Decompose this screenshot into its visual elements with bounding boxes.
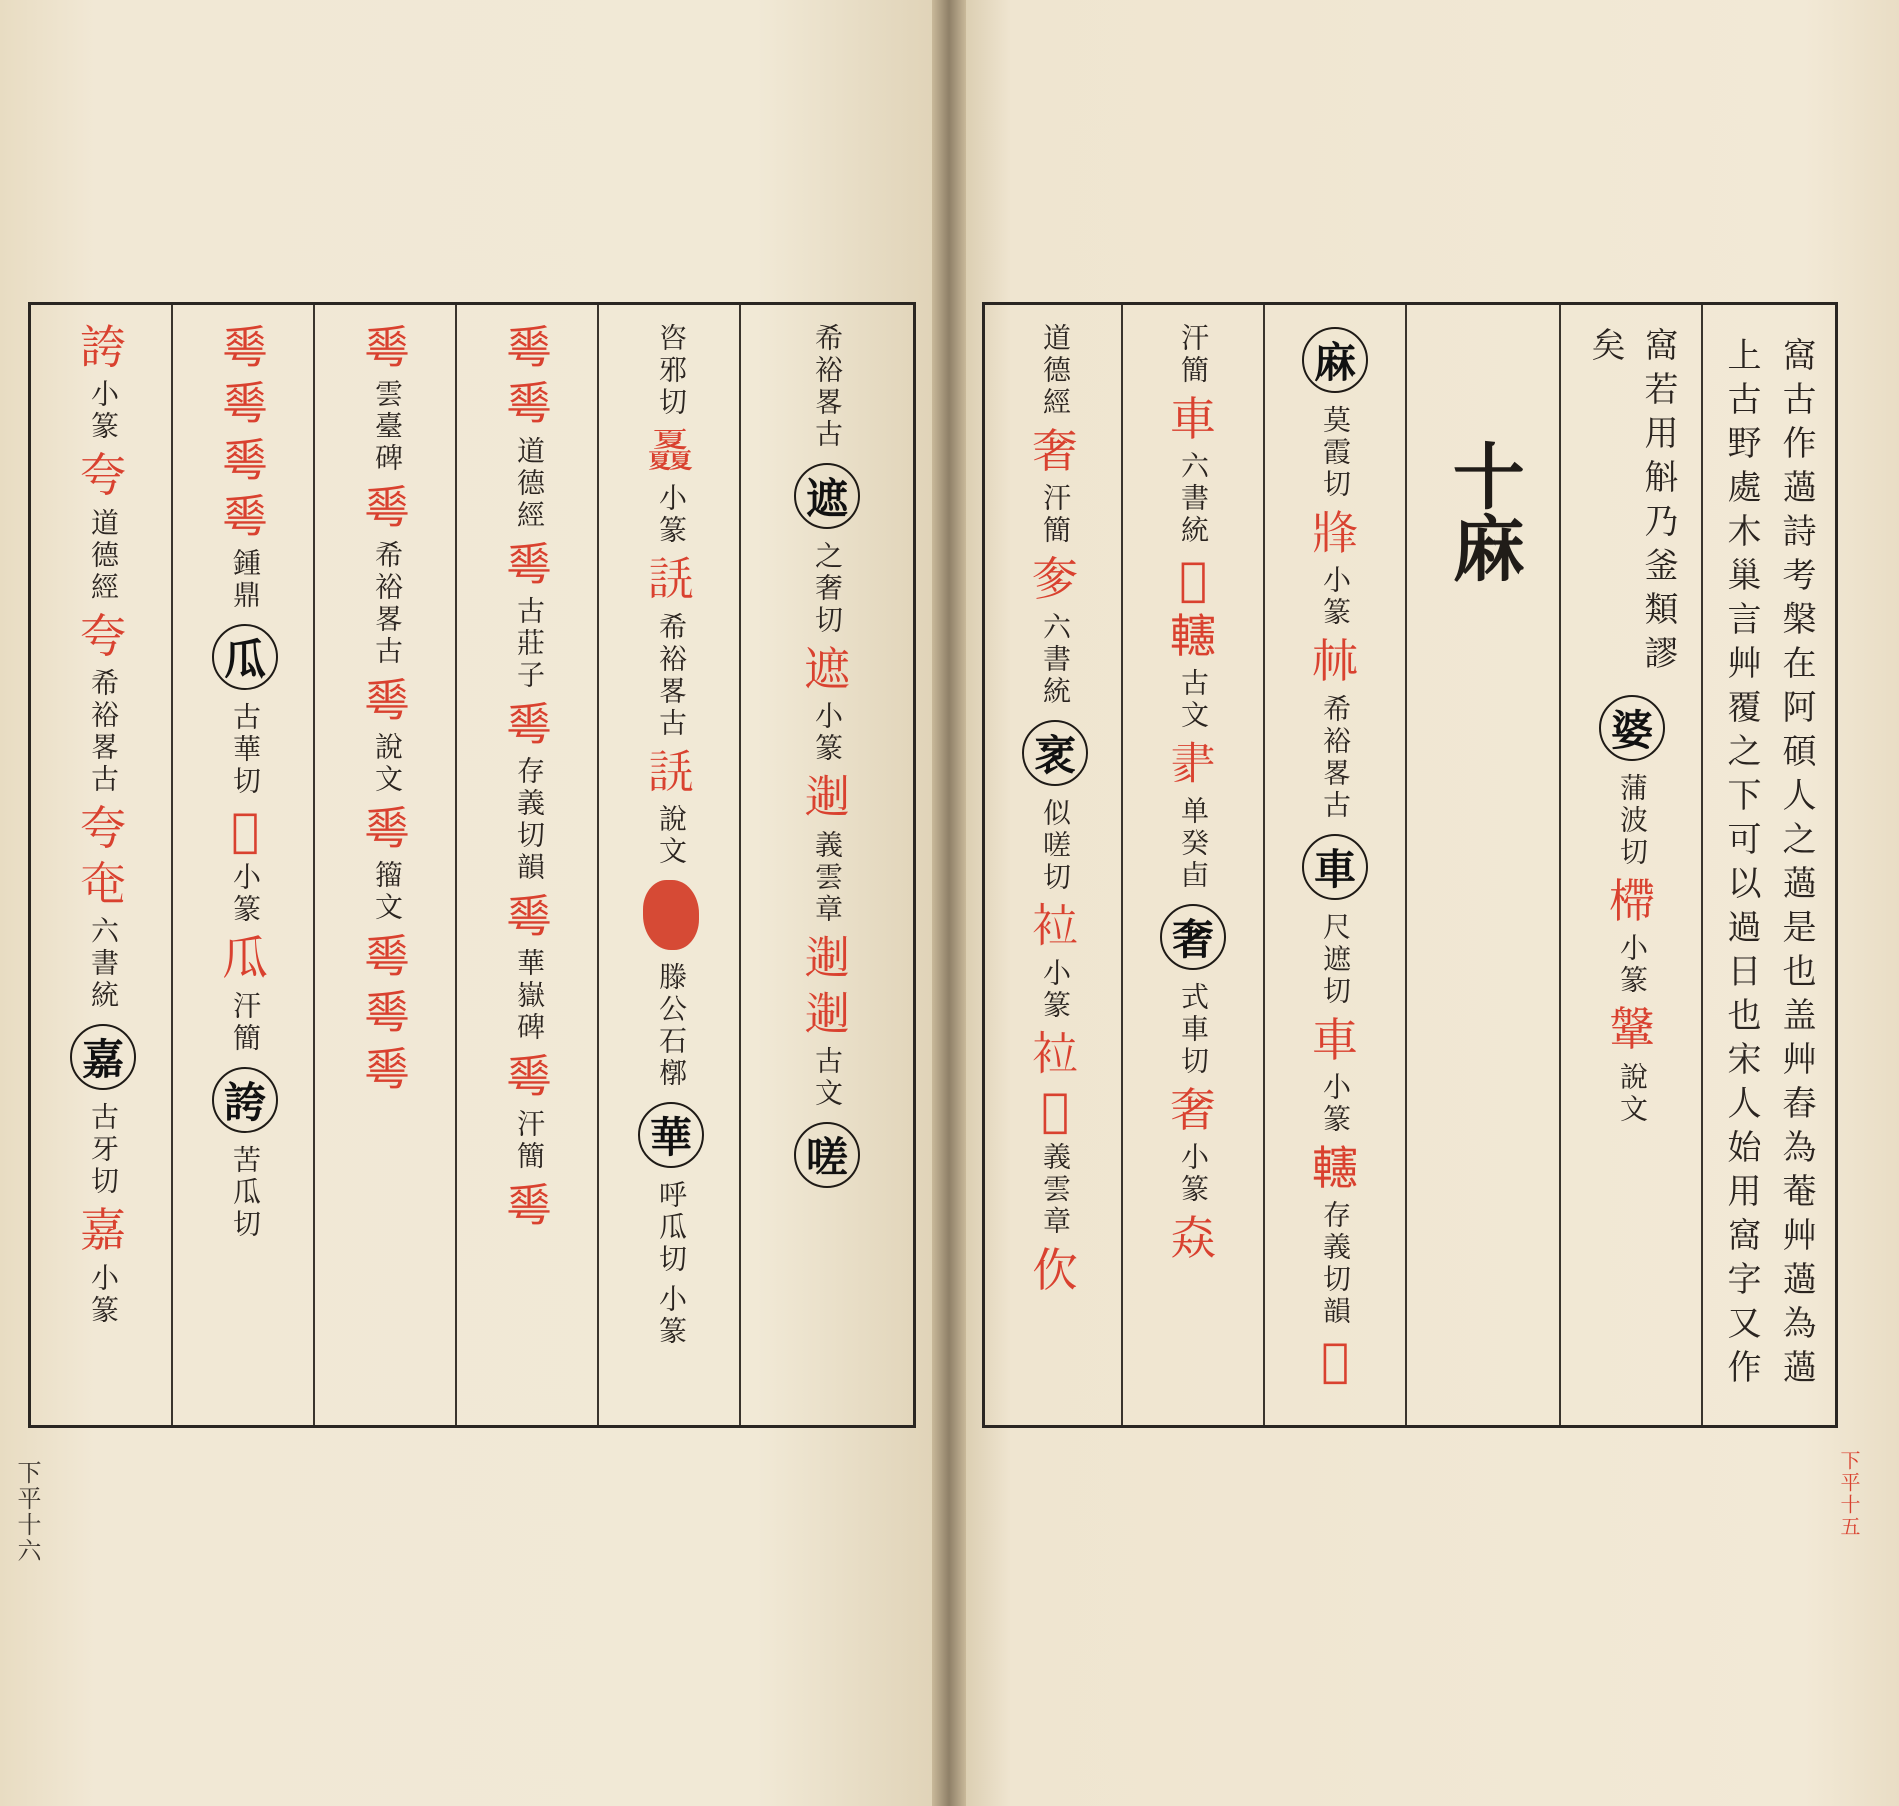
- seal-char: 𠌶: [364, 800, 410, 855]
- right-page-frame: [982, 302, 1838, 1428]
- head-char-kua: 誇: [212, 1067, 278, 1133]
- source-note: 雲臺碑: [371, 379, 404, 476]
- seal-char: 𠌶: [222, 320, 268, 374]
- source-note: 六書統: [87, 916, 120, 1013]
- seal-char: 𠌶: [506, 1049, 552, 1104]
- seal-char: 𨔈: [804, 930, 850, 985]
- seal-char: 𠌶: [506, 536, 552, 591]
- head-char-zhe: 遮: [794, 463, 860, 529]
- source-note: 鍾鼎: [229, 548, 262, 613]
- source-note: 滕公石槨: [655, 961, 688, 1090]
- source-note: 汗簡: [513, 1108, 546, 1173]
- source-note: 小篆: [655, 1283, 688, 1348]
- source-note: 華嶽碑: [513, 948, 546, 1045]
- seal-char: 𤖀: [1312, 506, 1358, 560]
- head-char-gua: 瓜: [212, 624, 278, 690]
- seal-char: 𠌶: [506, 1177, 552, 1232]
- source-note: 小篆: [1319, 1071, 1352, 1136]
- source-note: 汗簡: [1177, 323, 1210, 387]
- seal-char: 𧙀: [1032, 1026, 1078, 1081]
- seal-char: 𨏥: [1312, 1140, 1358, 1195]
- seal-char: 𧧲: [648, 744, 694, 799]
- source-note: 義雲章: [811, 829, 844, 926]
- source-note: 說文: [1616, 1061, 1649, 1126]
- entry-cha: [991, 319, 1119, 1411]
- source-note: 義雲章: [1039, 1142, 1072, 1239]
- fanqie: 古華切: [229, 702, 262, 799]
- intro-line: 上古野處木巢言艸覆之下可以過日也宋人始用窩字又作: [1721, 337, 1761, 1393]
- entry-zhe: [747, 319, 907, 1411]
- source-note: 希裕畧古: [87, 667, 120, 796]
- red-seal-stamp: [643, 880, 699, 950]
- seal-char: 𠌶: [506, 376, 552, 431]
- seal-char: 奢: [1032, 424, 1078, 478]
- seal-char: 𠌶: [364, 929, 410, 984]
- source-note: 单癸卣: [1177, 796, 1210, 893]
- head-char-po: 婆: [1599, 695, 1665, 761]
- seal-char: 𠌶: [506, 889, 552, 944]
- seal-char: 夸: [80, 800, 126, 855]
- source-note: 汗簡: [1039, 483, 1072, 548]
- source-note: 汗簡: [229, 990, 262, 1055]
- intro-closing: 矣: [1585, 327, 1625, 365]
- fanqie: 呼瓜切: [655, 1179, 688, 1276]
- entry-gua-kua: [179, 319, 311, 1411]
- source-note: 希裕畧古: [371, 539, 404, 668]
- fanqie: 咨邪切: [655, 323, 688, 419]
- source-note: 籀文: [371, 860, 404, 925]
- fanqie: 莫霞切: [1319, 405, 1352, 501]
- left-page-frame: [28, 302, 916, 1428]
- fanqie: 蒲波切: [1616, 773, 1649, 869]
- seal-char: 𠌶: [222, 432, 268, 487]
- seal-char: 車: [1170, 392, 1216, 446]
- section-title-col: [1413, 319, 1553, 1411]
- source-note: 說文: [655, 803, 688, 868]
- entry-jie-hua: [605, 319, 737, 1411]
- head-char-cha: 衺: [1022, 720, 1088, 786]
- entry-jia: [37, 319, 169, 1411]
- head-char-hua: 華: [638, 1102, 704, 1168]
- seal-char: 𡖃: [648, 424, 694, 478]
- left-page-number: 下平十六: [13, 1460, 41, 1564]
- seal-char: 車: [1312, 1012, 1358, 1067]
- source-note: 小篆: [87, 379, 120, 444]
- seal-char: 㯂: [1609, 874, 1655, 928]
- seal-char: 𨏥: [1170, 608, 1216, 663]
- source-note: 希裕畧古: [1319, 693, 1352, 822]
- seal-char: 𩔾: [1041, 1083, 1069, 1138]
- source-note: 六書統: [1039, 611, 1072, 708]
- seal-char: 𧙀: [1032, 898, 1078, 953]
- source-note: 存義切韻: [1319, 1200, 1352, 1329]
- fanqie: 古牙切: [87, 1102, 120, 1199]
- intro-text: [1709, 319, 1829, 1411]
- seal-char: 𡗥: [80, 857, 126, 912]
- head-char-jia: 嘉: [70, 1024, 136, 1090]
- seal-char: 𡘙: [1170, 1211, 1216, 1266]
- source-note: 古文: [1177, 667, 1210, 732]
- entry-ma-che: [1271, 319, 1399, 1411]
- seal-char: 遮: [804, 642, 850, 696]
- seal-char: 𠌶: [506, 320, 552, 374]
- seal-char: 𣏟: [1312, 634, 1358, 689]
- head-char-she: 奢: [1160, 904, 1226, 970]
- seal-char: 𠌶: [364, 985, 410, 1040]
- fanqie: 式車切: [1177, 982, 1210, 1079]
- source-note: 希裕畧古: [655, 611, 688, 740]
- seal-char: 𠌶: [364, 320, 410, 374]
- head-char-ma: 麻: [1302, 327, 1368, 393]
- intro-line: 窩若用斛乃釜類謬: [1638, 327, 1678, 679]
- fanqie: 之奢切: [811, 541, 844, 637]
- seal-char: 𨊦: [1179, 552, 1207, 607]
- seal-char: 鞶: [1609, 1002, 1655, 1057]
- source-note: 小篆: [655, 483, 688, 548]
- fanqie: 似嗟切: [1039, 797, 1072, 894]
- source-note: 古文: [811, 1046, 844, 1111]
- seal-char: 㐸: [1032, 1243, 1078, 1298]
- seal-char: 𦘔: [1170, 736, 1216, 791]
- seal-char: 𠌶: [506, 696, 552, 751]
- seal-char: 嘉: [80, 1203, 126, 1258]
- source-note: 小篆: [1039, 957, 1072, 1022]
- right-page-number: 下平十五: [1837, 1450, 1861, 1538]
- source-note: 小篆: [87, 1262, 120, 1327]
- seal-char: 𠌶: [222, 376, 268, 431]
- seal-char: 𨔈: [804, 986, 850, 1041]
- entry-she: [1129, 319, 1257, 1411]
- intro-continuation: [1581, 323, 1683, 683]
- source-note: 小篆: [1177, 1142, 1210, 1207]
- intro-line: 窩古作薖詩考槃在阿碩人之薖是也盖艸舂為菴艸薖為薖: [1776, 337, 1816, 1393]
- hua-variants-2: [321, 319, 453, 1411]
- source-note: 道德經: [513, 435, 546, 532]
- seal-char: 𤓰: [231, 803, 259, 858]
- head-char-jie: 嗟: [794, 1122, 860, 1188]
- seal-char: 𠌶: [364, 480, 410, 535]
- source-note: 小篆: [811, 701, 844, 766]
- seal-char: 奢: [1170, 1083, 1216, 1138]
- section-title: 十麻: [1440, 439, 1526, 583]
- source-note: 小篆: [1319, 565, 1352, 630]
- seal-char: 𠌶: [222, 488, 268, 543]
- source-note: 說文: [371, 731, 404, 796]
- seal-char: 夸: [80, 608, 126, 663]
- fanqie: 尺遮切: [1319, 911, 1352, 1008]
- source-note: 小篆: [1616, 933, 1649, 998]
- source-note: 希裕畧古: [811, 323, 844, 451]
- head-char-che: 車: [1302, 834, 1368, 900]
- seal-char: 𠌶: [364, 672, 410, 727]
- source-note: 小篆: [229, 862, 262, 927]
- seal-char: 夸: [80, 448, 126, 503]
- seal-char: 誇: [80, 320, 126, 374]
- hua-variants-1: [463, 319, 595, 1411]
- source-note: 六書統: [1177, 451, 1210, 548]
- seal-char: 𧧲: [648, 552, 694, 607]
- source-note: 古莊子: [513, 595, 546, 692]
- book-gutter: [932, 0, 966, 1806]
- source-note: 存義切韻: [513, 756, 546, 885]
- source-note: 道德經: [1039, 323, 1072, 419]
- source-note: 道德經: [87, 507, 120, 604]
- fanqie: 苦瓜切: [229, 1144, 262, 1241]
- seal-char: 奓: [1032, 552, 1078, 607]
- seal-char: 瓜: [222, 931, 268, 986]
- entry-po: [1567, 319, 1697, 1411]
- seal-char: 𠌶: [364, 1041, 410, 1096]
- seal-char: 𨔈: [804, 770, 850, 825]
- seal-char: 𠚴: [1321, 1333, 1349, 1388]
